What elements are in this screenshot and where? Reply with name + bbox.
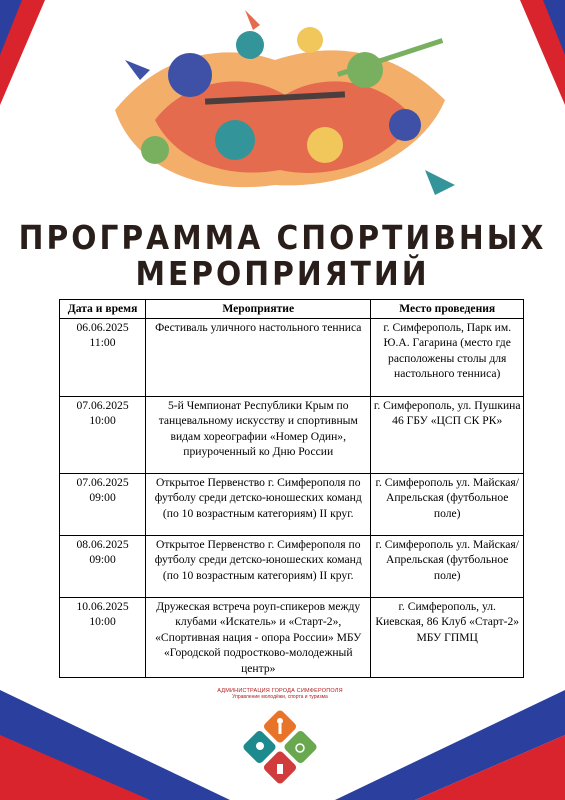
event-cell: Дружеская встреча роуп-спикеров между клубами «Искатель» и «Старт-2», «Спортивная нация - опора России» МБУ «Городской подростково-молодежный центр» (146, 597, 371, 678)
time: 10:00 (89, 414, 116, 427)
date: 10.06.2025 (76, 599, 129, 613)
table-row (60, 318, 524, 396)
place-cell: г. Симферополь ул. Майская/Апрельская (футбольное поле) (371, 535, 524, 597)
diamond-emblem-icon (240, 704, 320, 790)
top-right-flag-decoration (505, 0, 565, 110)
header-date-time: Дата и время (60, 300, 146, 319)
title-line-1: ПРОГРАММА СПОРТИВНЫХ (18, 218, 547, 257)
place-cell: г. Симферополь, ул. Киевская, 86 Клуб «Старт-2» МБУ ГПМЦ (371, 597, 524, 678)
time: 10:00 (89, 615, 116, 628)
event-cell: 5-й Чемпионат Республики Крым по танцевальному искусству и спортивным видам хореографии «Номер Один», приуроченный ко Дню России (146, 396, 371, 473)
athletes-illustration (95, 0, 470, 210)
date: 07.06.2025 (76, 398, 129, 412)
bottom-left-flag-decoration (0, 690, 230, 800)
bottom-right-flag-decoration (335, 690, 565, 800)
date: 06.06.2025 (76, 320, 129, 334)
time: 09:00 (89, 553, 116, 566)
time: 09:00 (89, 491, 116, 504)
table-row (60, 535, 524, 597)
header-place: Место проведения (371, 300, 524, 319)
event-cell: Открытое Первенство г. Симферополя по футболу среди детско-юношеских команд (по 10 возрастным категориям) II круг. (146, 473, 371, 535)
event-cell: Открытое Первенство г. Симферополя по футболу среди детско-юношеских команд (по 10 возрастным категориям) II круг. (146, 535, 371, 597)
date: 07.06.2025 (76, 475, 129, 489)
table-row (60, 597, 524, 678)
logo-text-line-2: Управление молодёжи, спорта и туризма (232, 694, 328, 700)
time: 11:00 (89, 336, 116, 349)
date-time-cell (60, 597, 146, 678)
table-header-row (60, 300, 524, 319)
date-time-cell (60, 535, 146, 597)
header-event: Мероприятие (146, 300, 371, 319)
place-cell: г. Симферополь, Парк им. Ю.А. Гагарина (место где расположены столы для настольного тенниса) (371, 318, 524, 396)
table-row (60, 473, 524, 535)
place-cell: г. Симферополь, ул. Пушкина 46 ГБУ «ЦСП СК РК» (371, 396, 524, 473)
place-cell: г. Симферополь ул. Майская/Апрельская (футбольное поле) (371, 473, 524, 535)
title-line-2: МЕРОПРИЯТИЙ (135, 254, 430, 293)
date: 08.06.2025 (76, 537, 129, 551)
date-time-cell (60, 318, 146, 396)
administration-logo (205, 688, 355, 795)
table-row (60, 396, 524, 473)
event-cell: Фестиваль уличного настольного тенниса (146, 318, 371, 396)
events-table (59, 299, 524, 678)
date-time-cell (60, 473, 146, 535)
top-left-flag-decoration (0, 0, 60, 110)
logo-text-line-1: АДМИНИСТРАЦИЯ ГОРОДА СИМФЕРОПОЛЯ (217, 688, 343, 694)
date-time-cell (60, 396, 146, 473)
